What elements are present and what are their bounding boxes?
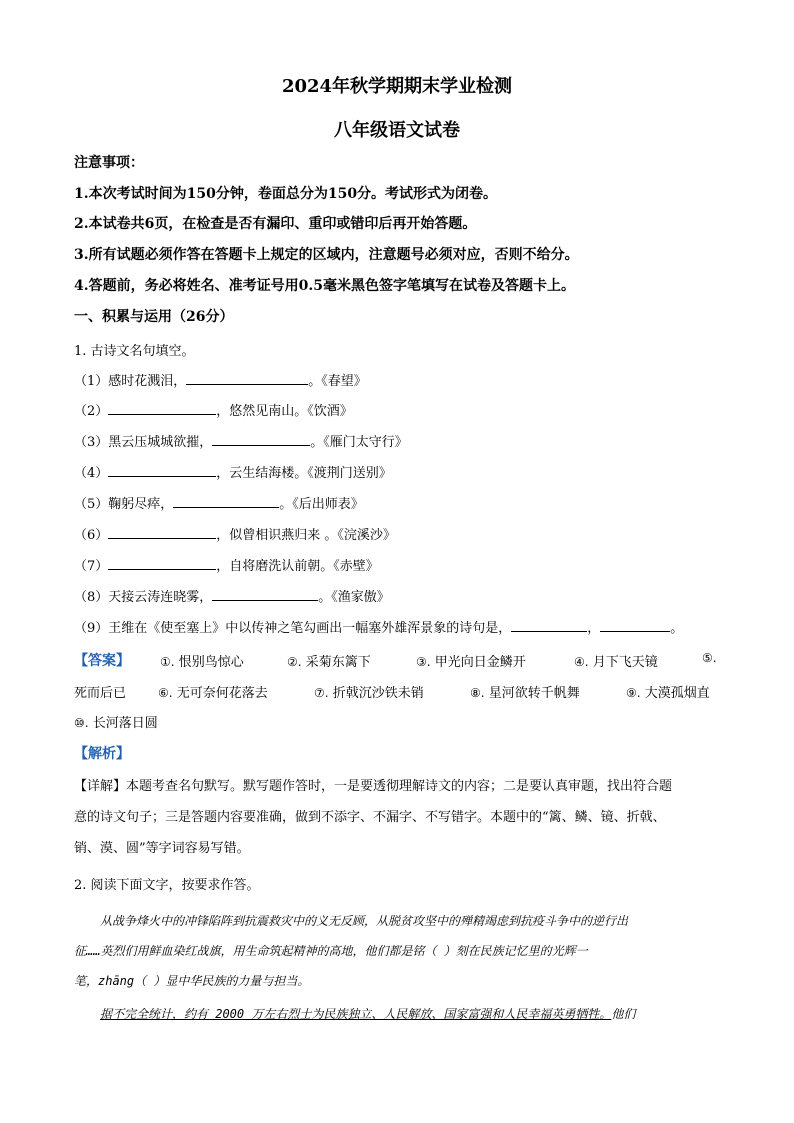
fill-item-text: （1）感时花溅泪， <box>74 374 187 389</box>
detail-label: 【详解】 <box>74 779 127 794</box>
fill-item-text: （2） <box>74 404 109 419</box>
page-title: 2024年秋学期期末学业检测 <box>281 76 513 97</box>
fill-item-end: 。 <box>670 621 684 636</box>
answer-text: 月下飞天镜 <box>592 655 658 670</box>
answer-9 <box>626 682 710 701</box>
fill-item-source: 。《雁门太守行》 <box>310 435 408 450</box>
answer-number: ①. <box>160 655 175 669</box>
fill-item-source: 。《渔家傲》 <box>318 590 390 605</box>
fill-item-source: ，似曾相识燕归来 。《浣溪沙》 <box>216 528 396 543</box>
note-item-2: 2.本试卷共6页，在检查是否有漏印、重印或错印后再开始答题。 <box>74 216 477 232</box>
answer-blank[interactable] <box>186 370 308 385</box>
answer-text: 星河欲转千帆舞 <box>488 686 580 701</box>
answer-5-text <box>74 682 126 701</box>
fill-item-source: 。《春望》 <box>308 374 367 389</box>
fill-item-1 <box>74 370 367 389</box>
answer-number: ⑤. <box>702 651 717 665</box>
answer-number: ⑦. <box>314 686 329 700</box>
answer-text: 恨别鸟惊心 <box>178 655 244 670</box>
answer-blank[interactable] <box>108 555 216 570</box>
answer-number: ⑥. <box>158 686 173 700</box>
answer-number: ⑧. <box>470 686 485 700</box>
answer-text: 无可奈何花落去 <box>176 686 268 701</box>
analysis-line-2: 意的诗文句子；三是答题内容要准确，做到不添字、不漏字、不写错字。本题中的“篱、鳞、镜、折戟、 <box>74 810 666 825</box>
fill-item-text: （5）鞠躬尽瘁， <box>74 497 174 512</box>
answer-text: 甲光向日金鳞开 <box>434 655 526 670</box>
fill-item-text: （8）天接云涛连晓雾， <box>74 590 213 605</box>
answer-5-num <box>702 651 717 666</box>
answer-blank[interactable] <box>212 431 310 446</box>
fill-item-4 <box>74 462 392 481</box>
fill-item-text: （6） <box>74 528 109 543</box>
fill-item-source: ，悠然见南山。《饮酒》 <box>216 404 353 419</box>
analysis-line-1 <box>74 775 672 794</box>
answer-text: 大漠孤烟直 <box>644 686 710 701</box>
fill-item-7 <box>74 555 379 574</box>
answer-number: ④. <box>574 655 589 669</box>
answer-blank[interactable] <box>600 617 670 632</box>
answer-number: ⑨. <box>626 686 641 700</box>
answer-label: 【答案】 <box>74 653 130 669</box>
answer-blank[interactable] <box>173 493 279 508</box>
fill-item-source: ，云生结海楼。《渡荆门送别》 <box>216 466 392 481</box>
note-item-4: 4.答题前，务必将姓名、准考证号用0.5毫米黑色签字笔填写在试卷及答题卡上。 <box>74 278 575 294</box>
fill-item-3 <box>74 431 408 450</box>
answer-text: 采菊东篱下 <box>305 655 371 670</box>
fill-item-text: （9）王维在《使至塞上》中以传神之笔勾画出一幅塞外雄浑景象的诗句是， <box>74 621 512 636</box>
notes-heading: 注意事项： <box>74 155 144 171</box>
answer-number: ⑩. <box>74 716 89 730</box>
answer-text: 死而后已 <box>74 686 127 701</box>
analysis-tag <box>74 743 130 763</box>
answer-tag <box>74 650 130 670</box>
fill-item-text: （3）黑云压城城欲摧， <box>74 435 213 450</box>
question-2-stem: 2. 阅读下面文字，按要求作答。 <box>74 878 260 893</box>
fill-item-6 <box>74 524 396 543</box>
answer-4 <box>574 651 658 670</box>
passage-line-1: 从战争烽火中的冲锋陷阵到抗震救灾中的义无反顾，从脱贫攻坚中的殚精竭虑到抗疫斗争中的逆行出 <box>100 914 629 928</box>
fill-item-5 <box>74 493 364 512</box>
answer-text: 长河落日圆 <box>92 716 158 731</box>
passage2-line-1 <box>100 1005 635 1022</box>
fill-item-9 <box>74 617 683 636</box>
answer-blank[interactable] <box>212 586 318 601</box>
answer-number: ②. <box>287 655 302 669</box>
answer-blank[interactable] <box>108 524 216 539</box>
fill-item-text: （4） <box>74 466 109 481</box>
answer-blank[interactable] <box>108 400 216 415</box>
fill-item-source: 。《后出师表》 <box>279 497 364 512</box>
section-heading: 一、积累与运用（26分） <box>74 309 234 325</box>
question-1-stem: 1. 古诗文名句填空。 <box>74 344 195 359</box>
underlined-sentence: 据不完全统计，约有 2000 万左右烈士为民族独立、人民解放、国家富强和人民幸福英勇牺牲。 <box>100 1007 612 1021</box>
answer-text: 折戟沉沙铁未销 <box>332 686 424 701</box>
fill-item-source: ，自将磨洗认前朝。《赤壁》 <box>216 559 379 574</box>
fill-item-8 <box>74 586 390 605</box>
analysis-line-3: 销、漠、圆”等字词容易写错。 <box>74 841 250 856</box>
passage-text: 他们 <box>611 1007 636 1021</box>
passage-line-3: 笔，zhāng（ ）显中华民族的力量与担当。 <box>74 974 310 988</box>
note-item-3: 3.所有试题必须作答在答题卡上规定的区域内，注意题号必须对应，否则不给分。 <box>74 247 579 263</box>
answer-number: ③. <box>416 655 431 669</box>
fill-item-text: （7） <box>74 559 109 574</box>
answer-6 <box>158 682 268 701</box>
answer-blank[interactable] <box>511 617 587 632</box>
page-subtitle: 八年级语文试卷 <box>334 120 460 141</box>
answer-7 <box>314 682 424 701</box>
fill-item-separator: ， <box>587 621 601 636</box>
answer-3 <box>416 651 526 670</box>
answer-2 <box>287 651 371 670</box>
answer-1 <box>160 651 244 670</box>
answer-blank[interactable] <box>108 462 216 477</box>
passage-line-2: 征……英烈们用鲜血染红战旗，用生命筑起精神的高地，他们都是铭（ ）刻在民族记忆里的光辉一 <box>74 944 588 958</box>
analysis-text: 本题考查名句默写。默写题作答时，一是要透彻理解诗文的内容；二是要认真审题，找出符合题 <box>126 779 673 794</box>
fill-item-2 <box>74 400 353 419</box>
note-item-1: 1.本次考试时间为150分钟，卷面总分为150分。考试形式为闭卷。 <box>74 186 498 202</box>
analysis-label: 【解析】 <box>74 746 130 762</box>
answer-10 <box>74 712 158 731</box>
answer-8 <box>470 682 580 701</box>
